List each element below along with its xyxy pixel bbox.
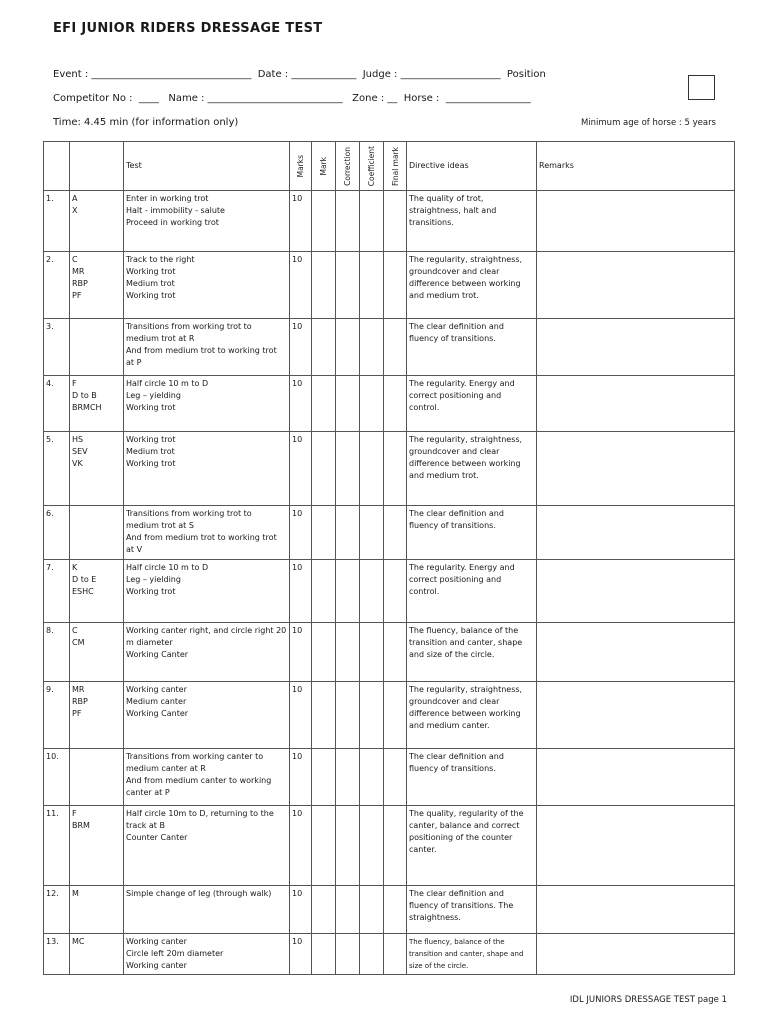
test-line: Working canter right, and circle right 20 m diameter <box>126 626 287 647</box>
remarks-cell <box>537 749 735 806</box>
test-line: Half circle 10 m to D <box>126 563 209 572</box>
movement-letters <box>70 319 124 376</box>
time-note: Time: 4.45 min (for information only) <box>53 117 239 128</box>
movement-letters <box>70 806 124 886</box>
mark-cell <box>312 560 336 623</box>
table-row <box>44 749 735 806</box>
test-line: Proceed in working trot <box>126 218 219 227</box>
coefficient-cell <box>360 934 384 975</box>
page-title: EFI JUNIOR RIDERS DRESSAGE TEST <box>53 21 323 36</box>
movement-letters <box>70 623 124 682</box>
max-marks: 10 <box>290 252 312 319</box>
correction-cell <box>336 506 360 560</box>
movement-letters <box>70 376 124 432</box>
movement-letter: MC <box>72 937 85 946</box>
coefficient-cell <box>360 191 384 252</box>
movement-number: 1. <box>44 191 70 252</box>
final-mark-cell <box>384 749 407 806</box>
max-marks: 10 <box>290 376 312 432</box>
test-line: Working canter <box>126 937 187 946</box>
table-row <box>44 432 735 506</box>
test-line: Working trot <box>126 459 176 468</box>
remarks-cell <box>537 682 735 749</box>
movement-letters <box>70 682 124 749</box>
final-mark-cell <box>384 432 407 506</box>
coefficient-cell <box>360 376 384 432</box>
test-description <box>124 191 290 252</box>
movement-letters <box>70 432 124 506</box>
test-description <box>124 560 290 623</box>
test-line: Leg – yielding <box>126 391 181 400</box>
competitor-line: Competitor No : ____ Name : ___________________________ Zone : __ Horse : _________________ <box>53 93 531 104</box>
movement-letters <box>70 252 124 319</box>
directive-ideas: The quality of trot, straightness, halt and transitions. <box>407 191 537 252</box>
test-line: Working trot <box>126 435 176 444</box>
movement-letters <box>70 749 124 806</box>
test-line: Track to the right <box>126 255 195 264</box>
max-marks: 10 <box>290 191 312 252</box>
directive-ideas: The fluency, balance of the transition and canter, shape and size of the circle. <box>407 623 537 682</box>
movement-number: 10. <box>44 749 70 806</box>
test-line: Enter in working trot <box>126 194 209 203</box>
minimum-age-note: Minimum age of horse : 5 years <box>580 118 716 128</box>
correction-cell <box>336 749 360 806</box>
remarks-cell <box>537 432 735 506</box>
test-line: Medium canter <box>126 697 187 706</box>
table-row <box>44 506 735 560</box>
test-line: Working canter <box>126 961 187 970</box>
header-final-mark: Final mark <box>384 142 407 191</box>
test-description <box>124 319 290 376</box>
correction-cell <box>336 934 360 975</box>
header-test: Test <box>124 142 290 191</box>
final-mark-cell <box>384 376 407 432</box>
remarks-cell <box>537 376 735 432</box>
directive-ideas: The clear definition and fluency of transitions. <box>407 749 537 806</box>
movement-letter: PF <box>72 709 82 718</box>
max-marks: 10 <box>290 432 312 506</box>
max-marks: 10 <box>290 560 312 623</box>
movement-letter: C <box>72 626 78 635</box>
correction-cell <box>336 682 360 749</box>
movement-number: 13. <box>44 934 70 975</box>
test-description <box>124 376 290 432</box>
movement-letters <box>70 886 124 934</box>
directive-ideas: The clear definition and fluency of transitions. The straightness. <box>407 886 537 934</box>
test-description <box>124 252 290 319</box>
test-line: Half circle 10 m to D <box>126 379 209 388</box>
movement-letter: MR <box>72 685 85 694</box>
remarks-cell <box>537 934 735 975</box>
mark-cell <box>312 376 336 432</box>
mark-cell <box>312 432 336 506</box>
movement-number: 7. <box>44 560 70 623</box>
directive-ideas: The clear definition and fluency of transitions. <box>407 506 537 560</box>
test-line: Transitions from working trot to medium trot at R <box>126 322 252 343</box>
movement-letter: F <box>72 809 77 818</box>
test-line: Working Canter <box>126 709 189 718</box>
movement-number: 11. <box>44 806 70 886</box>
table-row <box>44 806 735 886</box>
correction-cell <box>336 432 360 506</box>
movement-letter: M <box>72 889 79 898</box>
test-line: Counter Canter <box>126 833 188 842</box>
movement-letter: X <box>72 206 78 215</box>
header-correction: Correction <box>336 142 360 191</box>
table-row <box>44 560 735 623</box>
movement-letter: D to E <box>72 575 97 584</box>
header-coefficient: Coefficient <box>360 142 384 191</box>
test-description <box>124 886 290 934</box>
movement-number: 2. <box>44 252 70 319</box>
directive-ideas: The regularity, straightness, groundcover and clear difference between working and medium trot. <box>407 252 537 319</box>
correction-cell <box>336 623 360 682</box>
remarks-cell <box>537 319 735 376</box>
table-row <box>44 886 735 934</box>
movement-letter: BRM <box>72 821 90 830</box>
max-marks: 10 <box>290 806 312 886</box>
max-marks: 10 <box>290 682 312 749</box>
test-line: Half circle 10m to D, returning to the track at B <box>126 809 274 830</box>
mark-cell <box>312 934 336 975</box>
movement-letter: D to B <box>72 391 97 400</box>
mark-cell <box>312 623 336 682</box>
max-marks: 10 <box>290 319 312 376</box>
test-line: Working trot <box>126 291 176 300</box>
final-mark-cell <box>384 560 407 623</box>
table-row <box>44 319 735 376</box>
directive-ideas: The regularity, straightness, groundcover and clear difference between working and medium canter. <box>407 682 537 749</box>
test-description <box>124 749 290 806</box>
mark-cell <box>312 682 336 749</box>
table-row <box>44 682 735 749</box>
movement-letter: RBP <box>72 279 88 288</box>
test-line: And from medium canter to working canter at P <box>126 776 272 797</box>
max-marks: 10 <box>290 506 312 560</box>
movement-number: 9. <box>44 682 70 749</box>
movement-letter: HS <box>72 435 84 444</box>
header-number <box>44 142 70 191</box>
header-remarks: Remarks <box>537 142 735 191</box>
max-marks: 10 <box>290 886 312 934</box>
final-mark-cell <box>384 191 407 252</box>
final-mark-cell <box>384 319 407 376</box>
test-line: Circle left 20m diameter <box>126 949 224 958</box>
coefficient-cell <box>360 682 384 749</box>
header-marks: Marks <box>290 142 312 191</box>
max-marks: 10 <box>290 749 312 806</box>
directive-ideas: The fluency, balance of the transition and canter, shape and size of the circle. <box>407 934 537 975</box>
test-line: Working trot <box>126 403 176 412</box>
movement-letter: ESHC <box>72 587 94 596</box>
max-marks: 10 <box>290 623 312 682</box>
directive-ideas: The clear definition and fluency of transitions. <box>407 319 537 376</box>
position-box <box>688 75 715 100</box>
remarks-cell <box>537 506 735 560</box>
movement-letter: A <box>72 194 78 203</box>
coefficient-cell <box>360 252 384 319</box>
mark-cell <box>312 886 336 934</box>
test-line: Halt - immobility - salute <box>126 206 225 215</box>
final-mark-cell <box>384 886 407 934</box>
coefficient-cell <box>360 806 384 886</box>
movement-number: 3. <box>44 319 70 376</box>
final-mark-cell <box>384 682 407 749</box>
movement-letter: CM <box>72 638 85 647</box>
movement-number: 8. <box>44 623 70 682</box>
test-line: Transitions from working trot to medium trot at S <box>126 509 252 530</box>
header-mark: Mark <box>312 142 336 191</box>
mark-cell <box>312 749 336 806</box>
mark-cell <box>312 806 336 886</box>
test-description <box>124 934 290 975</box>
final-mark-cell <box>384 623 407 682</box>
final-mark-cell <box>384 506 407 560</box>
remarks-cell <box>537 886 735 934</box>
test-description <box>124 806 290 886</box>
remarks-cell <box>537 252 735 319</box>
table-row <box>44 934 735 975</box>
movement-letter: F <box>72 379 77 388</box>
directive-ideas: The regularity. Energy and correct positioning and control. <box>407 376 537 432</box>
movement-number: 6. <box>44 506 70 560</box>
movement-letters <box>70 934 124 975</box>
mark-cell <box>312 191 336 252</box>
movement-number: 4. <box>44 376 70 432</box>
test-line: Working trot <box>126 267 176 276</box>
test-line: Transitions from working canter to medium canter at R <box>126 752 264 773</box>
coefficient-cell <box>360 319 384 376</box>
directive-ideas: The regularity, straightness, groundcover and clear difference between working and medium trot. <box>407 432 537 506</box>
test-line: Working trot <box>126 587 176 596</box>
coefficient-cell <box>360 749 384 806</box>
table-row <box>44 376 735 432</box>
movement-letter: BRMCH <box>72 403 102 412</box>
movement-letter: VK <box>72 459 83 468</box>
test-line: Working Canter <box>126 650 189 659</box>
test-line: And from medium trot to working trot at V <box>126 533 277 554</box>
test-line: And from medium trot to working trot at P <box>126 346 277 367</box>
header-directive-ideas: Directive ideas <box>407 142 537 191</box>
coefficient-cell <box>360 560 384 623</box>
max-marks: 10 <box>290 934 312 975</box>
movement-letter: C <box>72 255 78 264</box>
event-date-judge-line: Event : ________________________________ Date : _____________ Judge : ____________________ Position <box>53 69 546 80</box>
table-row <box>44 191 735 252</box>
table-row <box>44 252 735 319</box>
final-mark-cell <box>384 252 407 319</box>
movement-letter: K <box>72 563 78 572</box>
coefficient-cell <box>360 506 384 560</box>
remarks-cell <box>537 191 735 252</box>
test-line: Medium trot <box>126 279 175 288</box>
correction-cell <box>336 376 360 432</box>
coefficient-cell <box>360 623 384 682</box>
mark-cell <box>312 319 336 376</box>
mark-cell <box>312 252 336 319</box>
movement-letters <box>70 191 124 252</box>
correction-cell <box>336 252 360 319</box>
correction-cell <box>336 319 360 376</box>
test-description <box>124 432 290 506</box>
coefficient-cell <box>360 432 384 506</box>
movement-letters <box>70 506 124 560</box>
coefficient-cell <box>360 886 384 934</box>
final-mark-cell <box>384 934 407 975</box>
movement-letter: RBP <box>72 697 88 706</box>
mark-cell <box>312 506 336 560</box>
movement-number: 12. <box>44 886 70 934</box>
movement-letter: SEV <box>72 447 88 456</box>
final-mark-cell <box>384 806 407 886</box>
correction-cell <box>336 560 360 623</box>
movement-number: 5. <box>44 432 70 506</box>
directive-ideas: The regularity. Energy and correct positioning and control. <box>407 560 537 623</box>
test-line: Simple change of leg (through walk) <box>126 889 272 898</box>
test-description <box>124 506 290 560</box>
correction-cell <box>336 806 360 886</box>
movement-letter: MR <box>72 267 85 276</box>
test-description <box>124 623 290 682</box>
page-footer: IDL JUNIORS DRESSAGE TEST page 1 <box>569 995 727 1005</box>
remarks-cell <box>537 623 735 682</box>
table-header-row <box>44 142 735 191</box>
test-line: Medium trot <box>126 447 175 456</box>
directive-ideas: The quality, regularity of the canter, balance and correct positioning of the counter canter. <box>407 806 537 886</box>
test-line: Working canter <box>126 685 187 694</box>
movement-letter: PF <box>72 291 82 300</box>
table-row <box>44 623 735 682</box>
remarks-cell <box>537 560 735 623</box>
movement-letters <box>70 560 124 623</box>
test-line: Leg – yielding <box>126 575 181 584</box>
correction-cell <box>336 886 360 934</box>
correction-cell <box>336 191 360 252</box>
test-description <box>124 682 290 749</box>
header-movement <box>70 142 124 191</box>
remarks-cell <box>537 806 735 886</box>
score-table <box>43 141 735 975</box>
